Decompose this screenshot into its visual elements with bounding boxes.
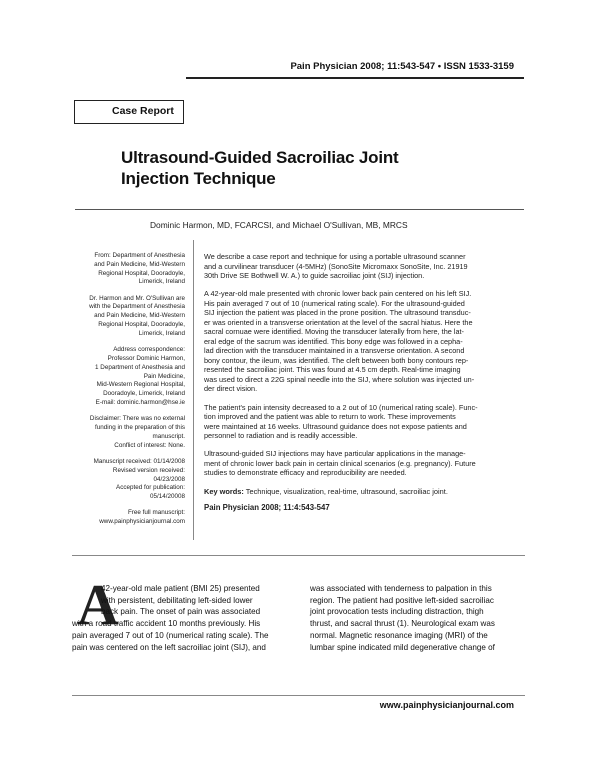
body-column-right xyxy=(310,583,526,653)
body-line: 42-year-old male patient (BMI 25) presented xyxy=(101,584,260,593)
abstract xyxy=(204,252,526,513)
abstract-line: er was oriented in a transverse orientation at the level of the sacral hiatus. Here the xyxy=(204,317,473,327)
column-divider xyxy=(193,240,194,540)
sidebar-line: Manuscript received: 01/14/2008 xyxy=(93,457,185,465)
body-column-left xyxy=(72,583,291,653)
abstract-line: resented the sacroiliac joint. This was found at 4.5 cm depth. Real-time imaging xyxy=(204,365,461,375)
sidebar-line: Revised version received: xyxy=(112,466,185,474)
sidebar-line: 1 Department of Anesthesia and xyxy=(95,363,185,371)
sidebar-line: Conflict of interest: None. xyxy=(114,441,185,449)
sidebar-notes xyxy=(72,252,185,535)
sidebar-line: From: Department of Anesthesia xyxy=(94,252,185,259)
footer-rule xyxy=(72,695,525,696)
sidebar-line: Limerick, Ireland xyxy=(138,278,185,286)
sidebar-line: Regional Hospital, Dooradoyle, xyxy=(98,321,185,329)
abstract-line: We describe a case report and technique for using a portable ultrasound scanner xyxy=(204,252,466,261)
affiliation-block xyxy=(72,252,185,287)
sidebar-line: Address correspondence: xyxy=(113,346,185,354)
abstract-line: personnel to radiation and is readily accessible. xyxy=(204,431,358,441)
sidebar-line: and Pain Medicine, Mid-Western xyxy=(94,260,185,268)
sidebar-line: Limerick, Ireland xyxy=(138,329,185,337)
abstract-line: SIJ injection the patient was placed in the prone position. The ultrasound transduc- xyxy=(204,308,471,318)
abstract-paragraph xyxy=(204,403,526,441)
sidebar-line: funding in the preparation of this xyxy=(95,424,185,432)
abstract-line: studies to demonstrate efficacy and reproducibility are needed. xyxy=(204,468,407,478)
abstract-line: sacral cornuae were identified. Moving the transducer laterally from here, the lat- xyxy=(204,327,464,337)
abstract-line: was used to direct a 22G spinal needle into the SIJ, where solution was injected un- xyxy=(204,374,475,384)
keywords-text: Technique, visualization, real-time, ultrasound, sacroiliac joint. xyxy=(245,486,448,496)
body-line: back pain. The onset of pain was associated xyxy=(101,607,261,617)
abstract-line: were maintained at 16 weeks. Ultrasound guidance does not expose patients and xyxy=(204,421,467,431)
abstract-line: A 42-year-old male presented with chronic lower back pain centered on his left SIJ. xyxy=(204,289,472,299)
keywords-label: Key words: xyxy=(204,486,244,496)
correspondence-email[interactable]: E-mail: dominic.harmon@hse.ie xyxy=(95,398,185,406)
drop-cap: A xyxy=(77,572,119,637)
sidebar-line: manuscript. xyxy=(152,432,185,440)
citation: Pain Physician 2008; 11:4:543-547 xyxy=(204,503,330,513)
manuscript-dates-block xyxy=(72,458,185,502)
article-type-label: Case Report xyxy=(112,105,174,117)
abstract-line: tion improved and the patient was able to return to work. These improvements xyxy=(204,412,456,422)
sidebar-line: 05/14/20008 xyxy=(149,493,185,501)
header-rule xyxy=(186,77,524,79)
abstract-paragraph xyxy=(204,289,526,394)
sidebar-line: with the Department of Anesthesia xyxy=(89,303,185,311)
sidebar-line: Pain Medicine, xyxy=(143,372,185,380)
title-line: Injection Technique xyxy=(121,169,276,188)
abstract-line: eral edge of the sacrum was identified. This bony edge was followed in a cepha- xyxy=(204,336,463,346)
manuscript-url-link[interactable]: www.painphysicianjournal.com xyxy=(99,518,185,526)
body-line: joint provocation tests including distraction, thigh xyxy=(310,607,484,617)
body-line: was associated with tenderness to palpation in this xyxy=(310,584,492,593)
body-line: region. The patient had positive left-sided sacroiliac xyxy=(310,595,494,605)
article-title xyxy=(121,147,421,189)
sidebar-line: Disclaimer: There was no external xyxy=(89,415,185,423)
abstract-line: Ultrasound-guided SIJ injections may have particular applications in the manage- xyxy=(204,449,466,459)
body-line: pain averaged 7 out of 10 (numerical rating scale). The xyxy=(72,630,269,640)
abstract-line: The patient's pain intensity decreased to a 2 out of 10 (numerical rating scale). Func- xyxy=(204,402,478,412)
abstract-line: ment of chronic lower back pain in certain clinical scenarios (e.g. pregnancy). Future xyxy=(204,458,476,468)
body-line: lumbar spine indicated mild degenerative change of xyxy=(310,642,495,652)
sidebar-line: Accepted for publication: xyxy=(116,484,185,492)
sidebar-line: Regional Hospital, Dooradoyle, xyxy=(98,269,185,277)
author-list: Dominic Harmon, MD, FCARCSI, and Michael O'Sullivan, MB, MRCS xyxy=(150,220,408,230)
title-rule xyxy=(75,209,524,210)
body-line: thrust, and sacral thrust (1). Neurological exam was xyxy=(310,619,495,629)
abstract-line: and a curvilinear transducer (4-5MHz) (SonoSite Micromaxx SonoSite, Inc. 21919 xyxy=(204,261,468,271)
sidebar-line: Free full manuscript: xyxy=(127,509,185,517)
abstract-paragraph xyxy=(204,252,526,281)
section-rule xyxy=(72,555,525,556)
sidebar-line: 04/23/2008 xyxy=(153,475,185,483)
body-line: normal. Magnetic resonance imaging (MRI) of the xyxy=(310,630,488,640)
correspondence-block xyxy=(72,346,185,408)
keywords xyxy=(204,487,526,497)
disclaimer-block xyxy=(72,415,185,450)
sidebar-line: Professor Dominic Harmon, xyxy=(107,354,185,362)
author-affiliation-block xyxy=(72,295,185,339)
abstract-line: 30th Drive SE Bothwell W. A.) to guide sacroiliac joint (SIJ) injection. xyxy=(204,271,425,280)
sidebar-line: Mid-Western Regional Hospital, xyxy=(96,381,185,389)
abstract-line: bony contour, the ileum, was identified. The cleft between both bony contours rep- xyxy=(204,355,469,365)
footer-journal-url[interactable]: www.painphysicianjournal.com xyxy=(379,700,514,710)
sidebar-line: and Pain Medicine, Mid-Western xyxy=(94,312,185,320)
journal-header: Pain Physician 2008; 11:543-547 • ISSN 1533-3159 xyxy=(290,61,514,72)
sidebar-line: Dooradoyle, Limerick, Ireland xyxy=(103,390,185,398)
sidebar-line: Dr. Harmon and Mr. O'Sullivan are xyxy=(89,294,185,302)
abstract-line: His pain averaged 7 out of 10 (numerical rating scale). For the ultrasound-guided xyxy=(204,298,465,308)
abstract-paragraph xyxy=(204,449,526,478)
title-line: Ultrasound-Guided Sacroiliac Joint xyxy=(121,148,399,167)
abstract-line: der direct vision. xyxy=(204,384,258,394)
manuscript-link-block xyxy=(72,509,185,527)
body-line: with a road traffic accident 10 months previously. His xyxy=(72,619,261,629)
abstract-line: lad direction with the transducer maintained in a transverse orientation. A second xyxy=(204,346,465,356)
body-line: pain was centered on the left sacroiliac joint (SIJ), and xyxy=(72,642,266,652)
body-line: with persistent, debilitating left-sided lower xyxy=(101,595,253,605)
